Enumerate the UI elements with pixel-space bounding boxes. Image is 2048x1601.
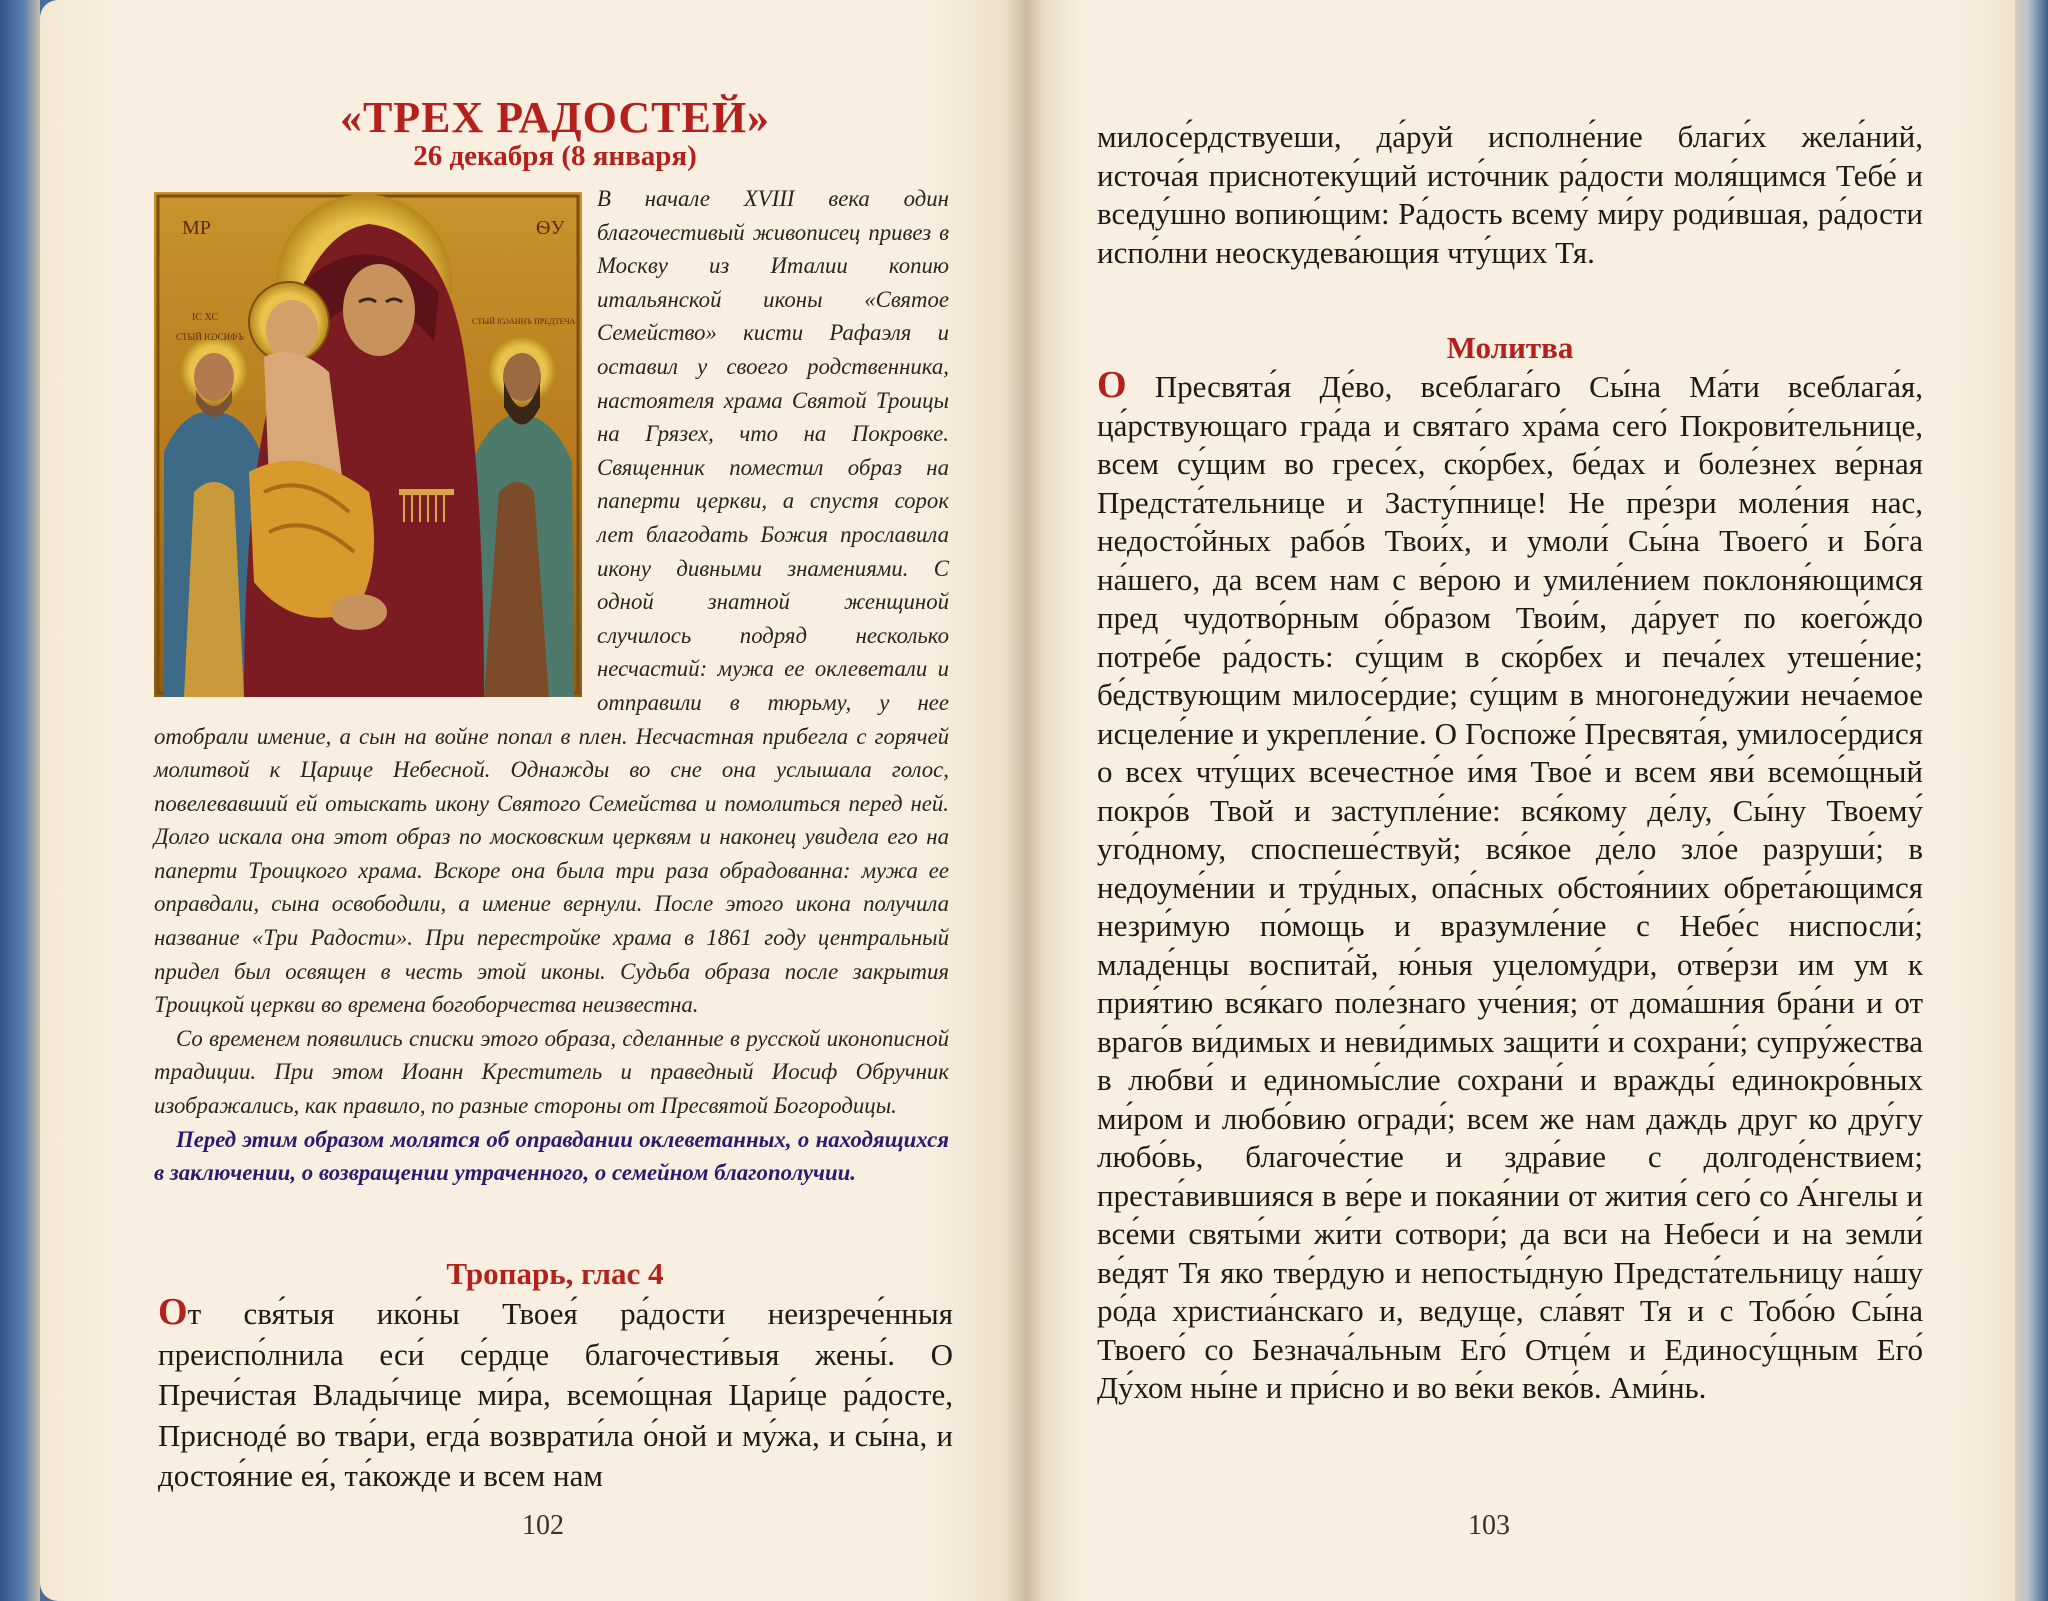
icon-inscription-ic-xc: ІС ХС: [192, 312, 219, 323]
troparion-initial: О: [158, 1291, 188, 1333]
prayer-initial: О: [1097, 364, 1127, 406]
intro-paragraph-1: В начале XVIII века один благочестивый живописец привез в Москву из Италии копию итальянской иконы «Святое Семейство» кисти Рафаэля и оставил у своего родственника, настоятеля храма Святой Троицы на Грязех, что на Покровке. Священник поместил образ на паперти церкви, а спустя сорок лет благодать Божия прославила икону дивными знамениями. С одной знатной женщиной случилось подряд несколько несчастий: мужа ее оклеветали и отправили в тюрьму, у нее отобрали имение, а сын на войне попал в плен. Несчастная прибегла с горячей молитвой к Царице Небесной. Однажды во сне она услышала голос, повелевавший ей отыскать икону Святого Семейства и помолиться перед ней. Долго искала она этот образ по московским церквям и наконец увидела его на паперти Троицкого храма. Вскоре она была три раза обрадованна: мужа ее оправдали, сына освободили, а имение вернули. После этого икона получила название «Три Радости». При перестройке храма в 1861 году центральный придел был освящен в честь этой иконы. Судьба образа после закрытия Троицкой церкви во времена богоборчества неизвестна.: [154, 186, 949, 1018]
troparion-text-block: [158, 1292, 953, 1497]
icon-inscription-john: СТЫЙ ІѠАННЪ ПРЕДТЕЧА: [472, 317, 576, 326]
prayer-text: Пресвята́я Де́во, всеблага́го Сы́на Ма́ти всеблага́я, ца́рствующаго гра́да и свята́го хра́ма сего́ Покрови́тельнице, всем су́щим во гресе́х, ско́рбех, бе́дах и боле́знех ве́рная Предста́тельнице и Засту́пнице! Не пре́зри моле́ния нас, недосто́йных рабо́в Твои́х, и умоли́ Сы́на Твоего́ и Бо́га на́шего, да всем нам с ве́рою и умиле́нием поклоня́ющимся пред чудотво́рным о́бразом Твои́м, да́рует по коего́ждо потре́бе ра́дость: су́щим в ско́рбех и печа́лех утеше́ние; бе́дствующим милосе́рдие; су́щим в многонеду́жии неча́емое исцеле́ние и укрепле́ние. О Госпоже́ Пресвята́я, умилосе́рдися о всех чту́щих всечестно́е и́мя Твое́ и всем яви́ всемо́щный покро́в Твой и заступле́ние: вся́кому де́лу, Сы́ну Твоему́ уго́дному, споспеше́ствуй; вся́кое де́ло зло́е разруши́; в недоуме́нии и тру́дных, опа́сных обстоя́ниих обрета́ющимся незри́мую по́мощь и вразумле́ние с Небе́с ниспосли́; младе́нцы воспита́й, ю́ныя уцелому́дри, отве́рзи им ум к прия́тию вся́каго поле́знаго уче́ния; от дома́шния бра́ни и от враго́в ви́димых и неви́димых защити́ и сохрани́; супру́жества в любви́ и единомы́слие сохрани́ и вражды́ единокро́вных ми́ром и любо́вию огради́; всем же нам даждь друг ко дру́гу любо́вь, благоче́стие и здра́вие с долгоде́нствием; преста́вившияся в ве́ре и покая́нии от жития́ сего́ со А́нгелы и все́ми святы́ми жи́ти сотвори́; да вси на Небеси́ и на земли́ ве́дят Тя яко тве́рдую и непосты́дную Предста́тельницу на́шу ро́да христиа́нскаго и, ведуще, сла́вят Тя и с Тобо́ю Сы́на Твоего́ со Безнача́льным Его́ Отце́м и Единосу́щным Его́ Ду́хом ны́не и при́сно и во ве́ки веко́в. Ами́нь.: [1097, 369, 1923, 1405]
icon-float-spacer: [154, 182, 597, 692]
troparion-text: т свя́тыя ико́ны Твоея́ ра́дости неизрече́нныя преиспо́лнила еси́ се́рдце благочести́выя жены́. О Пречи́стая Влады́чице ми́ра, всемо́щная Цари́це ра́досте, Приснодé во тва́ри, егда́ возврати́ла о́ной и му́жа, и сы́на, и достоя́ние ея́, та́кожде и всем нам: [158, 1296, 953, 1493]
troparion-continuation: милосе́рдствуеши, да́руй исполне́ние благи́х жела́ний, источа́я приснотеку́щий исто́чник ра́дости моля́щимся Тебе́ и вседу́шно вопию́щим: Ра́дость всему́ ми́ру роди́вшая, ра́дости испо́лни неоскудева́ющия чту́щих Тя.: [1097, 119, 1923, 270]
page-number-right: 103: [1468, 1510, 1510, 1541]
intro-text: [154, 182, 949, 1190]
icon-inscription-joseph: СТЫЙ ІѠСИФЪ: [176, 332, 244, 342]
prayer-title: Молитва: [1446, 330, 1574, 365]
intro-prayer-intentions: Перед этим образом молятся об оправдании оклеветанных, о находящихся в заключении, о возвращении утраченного, о семейном благополучии.: [154, 1126, 949, 1186]
book-gutter: [1005, 0, 1045, 1601]
icon-inscription-mp: МР: [182, 217, 211, 239]
book-cover-edge-right: [2015, 0, 2048, 1601]
book-cover-edge-left: [0, 0, 40, 1601]
icon-inscription-theta-u: ѲУ: [536, 217, 565, 239]
feast-date: 26 декабря (8 января): [413, 140, 697, 172]
prayer-text-block: [1097, 366, 1923, 1408]
troparion-title: Тропарь, глас 4: [446, 1256, 664, 1291]
feast-title: «ТРЕХ РАДОСТЕЙ»: [339, 93, 771, 142]
page-number-left: 102: [522, 1510, 564, 1541]
intro-paragraph-2: Со временем появились списки этого образа, сделанные в русской иконописной традиции. При этом Иоанн Креститель и праведный Иосиф Обручник изображались, как правило, по разные стороны от Пресвятой Богородицы.: [154, 1025, 949, 1119]
